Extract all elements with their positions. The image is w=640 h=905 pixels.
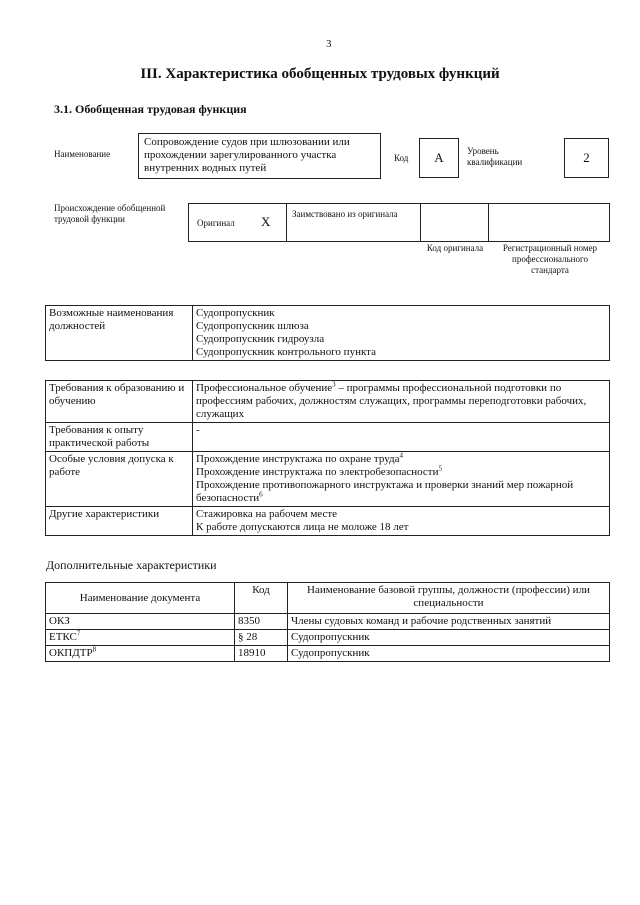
code-box [419,138,459,178]
requirement-label: Требования к опыту практической работы [46,423,193,452]
col-header-name: Наименование базовой группы, должности (профессии) или специальности [288,583,610,614]
position-item: Судопропускник гидроузла [196,333,325,345]
code-label: Код [394,153,409,163]
requirement-value: - [193,423,610,452]
origin-divider-1 [286,204,287,241]
position-item: Судопропускник контрольного пункта [196,346,376,358]
origin-divider-3 [488,204,489,241]
additional-title: Дополнительные характеристики [46,558,217,572]
requirement-label: Другие характеристики [46,507,193,536]
position-item: Судопропускник [196,307,275,319]
origin-box [188,203,610,242]
code-cell: 8350 [235,614,288,630]
requirement-row [46,423,610,452]
original-label: Оригинал [197,218,235,228]
level-value: 2 [583,150,590,165]
position-item: Судопропускник шлюза [196,320,309,332]
subsection-title: 3.1. Обобщенная трудовая функция [54,102,247,116]
level-box [564,138,609,178]
requirement-value: Прохождение инструктажа по охране труда$^4$ Прохождение инструктажа по электробезопасности$^5$ Прохождение противопожарного инструктажа и проверки знаний мер пожарной безопасности$^6$ [193,452,610,507]
doc-cell: ОКЗ [46,614,235,630]
code-value: A [434,150,444,165]
doc-cell: ОКПДТР$^8$ [46,646,235,662]
table-row [46,630,610,646]
gtf-name-value: Сопровождение судов при шлюзовании или прохождении зарегулированного участка внутренних водных путей [144,136,350,174]
code-cell: 18910 [235,646,288,662]
table-row [46,614,610,630]
gtf-name-box [138,133,381,179]
original-mark: X [261,214,271,229]
requirement-row [46,507,610,536]
doc-cell: ЕТКС$^7$ [46,630,235,646]
requirement-row [46,452,610,507]
requirement-value: Стажировка на рабочем месте К работе допускаются лица не моложе 18 лет [193,507,610,536]
requirement-label: Требования к образованию и обучению [46,381,193,423]
requirement-row [46,381,610,423]
positions-row [46,306,610,361]
additional-table [45,582,610,662]
origin-label: Происхождение обобщенной трудовой функции [54,203,166,224]
name-cell: Судопропускник [288,630,610,646]
borrowed-label: Заимствовано из оригинала [292,209,398,219]
section-title: III. Характеристика обобщенных трудовых функций [140,66,500,82]
table-row [46,646,610,662]
col-header-code: Код [235,583,288,614]
name-label: Наименование [54,149,111,159]
name-cell: Члены судовых команд и рабочие родственных занятий [288,614,610,630]
reg-caption: Регистрационный номер профессионального стандарта [502,243,598,275]
additional-header-row [46,583,610,614]
origin-divider-2 [420,204,421,241]
code-caption: Код оригинала [426,243,484,253]
positions-table [45,305,610,361]
name-cell: Судопропускник [288,646,610,662]
col-header-doc: Наименование документа [46,583,235,614]
requirement-label: Особые условия допуска к работе [46,452,193,507]
positions-label: Возможные наименования должностей [46,306,193,361]
positions-list [193,306,610,361]
requirements-table [45,380,610,536]
level-label: Уровень квалификации [467,146,523,167]
code-cell: § 28 [235,630,288,646]
page-number: 3 [326,38,332,50]
requirement-value: Профессиональное обучение$^3$ – программы профессиональной подготовки по профессиям рабочих, должностям служащих, программы переподготовки рабочих, служащих [193,381,610,423]
